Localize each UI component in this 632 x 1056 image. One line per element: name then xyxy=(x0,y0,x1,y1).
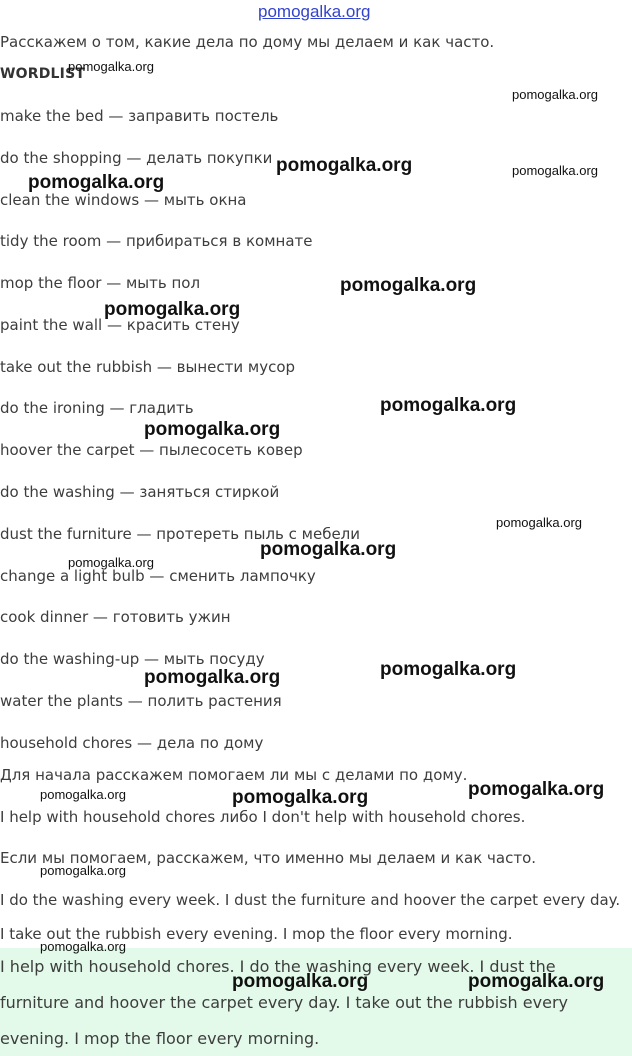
wordlist-item: do the washing-up — мыть посуду xyxy=(0,650,265,668)
watermark: pomogalka.org xyxy=(468,971,605,992)
answer-line: furniture and hoover the carpet every day. I take out the rubbish every xyxy=(0,993,568,1012)
paragraph: I take out the rubbish every evening. I mop the floor every morning. xyxy=(0,925,513,943)
wordlist-item: change a light bulb — сменить лампочку xyxy=(0,567,316,585)
wordlist-item: make the bed — заправить постель xyxy=(0,107,279,125)
watermark: pomogalka.org xyxy=(28,172,165,193)
paragraph: Если мы помогаем, расскажем, что именно мы делаем и как часто. xyxy=(0,849,537,867)
watermark: pomogalka.org xyxy=(260,539,397,560)
watermark: pomogalka.org xyxy=(496,515,582,530)
watermark: pomogalka.org xyxy=(144,419,281,440)
watermark: pomogalka.org xyxy=(144,667,281,688)
wordlist-item: water the plants — полить растения xyxy=(0,692,282,710)
watermark: pomogalka.org xyxy=(68,59,154,74)
watermark: pomogalka.org xyxy=(380,395,517,416)
watermark: pomogalka.org xyxy=(512,163,598,178)
watermark-top: pomogalka.org xyxy=(258,2,371,21)
wordlist-item: do the shopping — делать покупки xyxy=(0,149,273,167)
wordlist-item: tidy the room — прибираться в комнате xyxy=(0,232,313,250)
paragraph: Для начала расскажем помогаем ли мы с делами по дому. xyxy=(0,766,468,784)
intro-text: Расскажем о том, какие дела по дому мы делаем и как часто. xyxy=(0,33,495,51)
watermark: pomogalka.org xyxy=(232,971,369,992)
watermark: pomogalka.org xyxy=(68,555,154,570)
paragraph: I do the washing every week. I dust the furniture and hoover the carpet every day. xyxy=(0,891,621,909)
wordlist-item: hoover the carpet — пылесосеть ковер xyxy=(0,441,303,459)
wordlist-item: do the ironing — гладить xyxy=(0,399,194,417)
wordlist-item: mop the floor — мыть пол xyxy=(0,274,201,292)
watermark: pomogalka.org xyxy=(512,87,598,102)
watermark: pomogalka.org xyxy=(104,299,241,320)
wordlist-item: clean the windows — мыть окна xyxy=(0,191,247,209)
watermark: pomogalka.org xyxy=(232,787,369,808)
watermark: pomogalka.org xyxy=(380,659,517,680)
watermark: pomogalka.org xyxy=(40,863,126,878)
watermark: pomogalka.org xyxy=(276,155,413,176)
wordlist-item: paint the wall — красить стену xyxy=(0,316,240,334)
watermark: pomogalka.org xyxy=(340,275,477,296)
wordlist-heading: WORDLIST xyxy=(0,66,86,82)
wordlist-item: take out the rubbish — вынести мусор xyxy=(0,358,296,376)
paragraph: I help with household chores либо I don't help with household chores. xyxy=(0,808,526,826)
wordlist-item: do the washing — заняться стиркой xyxy=(0,483,280,501)
watermark: pomogalka.org xyxy=(40,939,126,954)
answer-line: evening. I mop the floor every morning. xyxy=(0,1029,320,1048)
wordlist-item: dust the furniture — протереть пыль с мебели xyxy=(0,525,361,543)
watermark: pomogalka.org xyxy=(468,779,605,800)
wordlist-item: cook dinner — готовить ужин xyxy=(0,608,231,626)
watermark: pomogalka.org xyxy=(40,787,126,802)
wordlist-item: household chores — дела по дому xyxy=(0,734,264,752)
answer-line: I help with household chores. I do the washing every week. I dust the xyxy=(0,957,556,976)
